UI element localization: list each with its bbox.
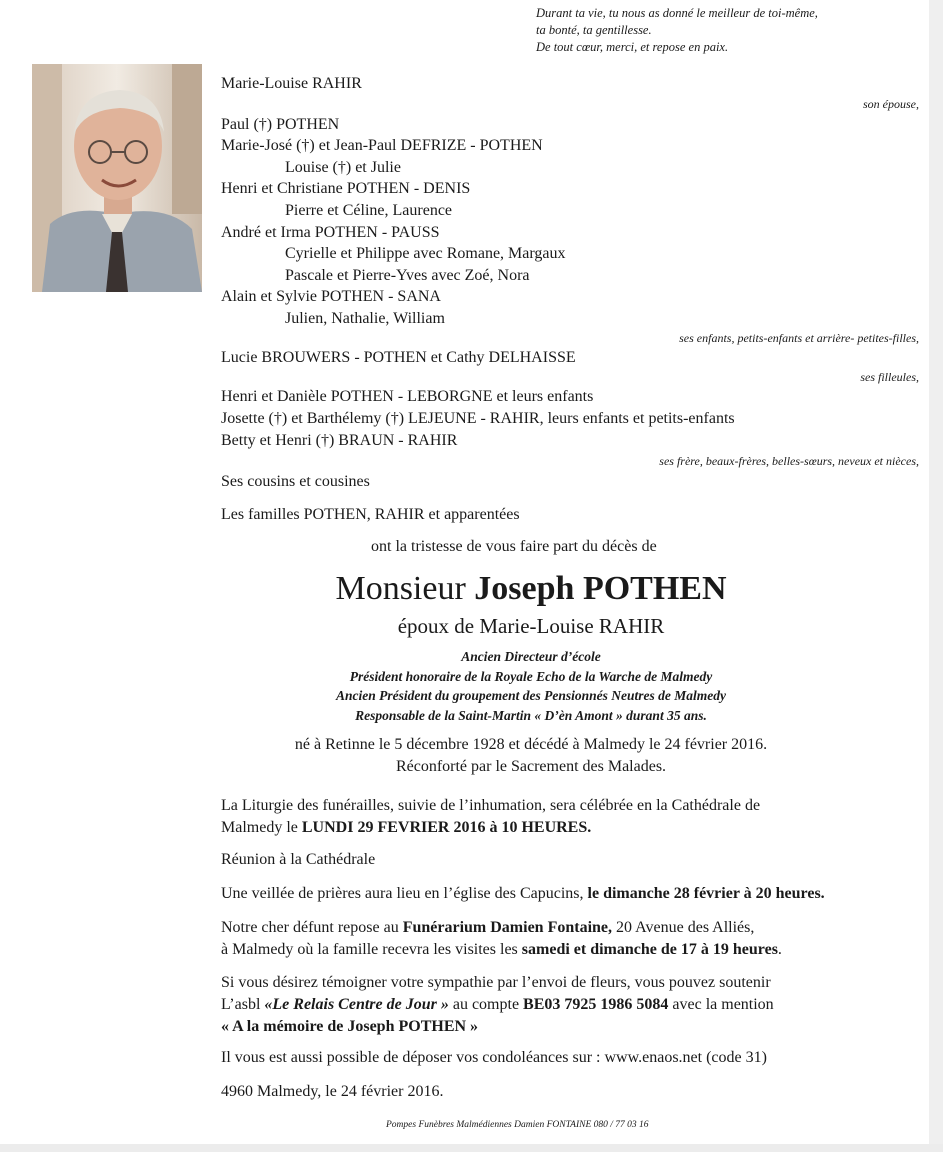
families-line: Les familles POTHEN, RAHIR et apparentées	[221, 506, 520, 523]
liturgy-text	[221, 795, 760, 839]
child-line: Paul (†) POTHEN	[221, 116, 340, 133]
birth-death-line: né à Retinne le 5 décembre 1928 et décédé à Malmedy le 24 février 2016.	[294, 736, 768, 753]
funeral-home-line	[221, 917, 782, 939]
funeral-home-intro: Notre cher défunt repose au	[221, 919, 403, 936]
cousins-line: Ses cousins et cousines	[221, 473, 370, 490]
grandchild-line: Louise (†) et Julie	[285, 159, 401, 176]
grandchild-line: Julien, Nathalie, William	[285, 310, 445, 327]
visits-intro: à Malmedy où la famille recevra les visites les	[221, 941, 522, 958]
mention-text: avec la mention	[668, 996, 774, 1013]
grandchild-line: Pierre et Céline, Laurence	[285, 202, 453, 219]
deceased-functions	[0, 647, 943, 725]
function-line: Ancien Président du groupement des Pensionnés Neutres de Malmedy	[335, 688, 726, 703]
portrait-photo	[32, 64, 202, 292]
sibling-line: Betty et Henri (†) BRAUN - RAHIR	[221, 432, 458, 449]
poem-line: De tout cœur, merci, et repose en paix.	[536, 40, 729, 54]
deceased-spouse-line: époux de Marie-Louise RAHIR	[397, 614, 665, 638]
poem-line: ta bonté, ta gentillesse.	[536, 23, 652, 37]
portrait-illustration	[32, 64, 202, 292]
bank-account: BE03 7925 1986 5084	[523, 996, 669, 1013]
bottom-edge	[0, 1144, 943, 1152]
announcement-text: ont la tristesse de vous faire part du décès de	[371, 538, 657, 555]
goddaughters-line: Lucie BROUWERS - POTHEN et Cathy DELHAISSE	[221, 349, 576, 366]
child-line: Henri et Christiane POTHEN - DENIS	[221, 180, 471, 197]
grandchild-line: Cyrielle et Philippe avec Romane, Margaux	[285, 245, 566, 262]
child-line: Alain et Sylvie POTHEN - SANA	[221, 288, 441, 305]
liturgy-date: LUNDI 29 FEVRIER 2016 à 10 HEURES.	[301, 819, 592, 836]
liturgy-line	[221, 817, 760, 839]
visits-line	[221, 939, 782, 961]
deceased-title	[0, 570, 943, 608]
funeral-home-text	[221, 917, 782, 961]
child-line: André et Irma POTHEN - PAUSS	[221, 224, 440, 241]
flowers-line	[221, 994, 774, 1016]
siblings-role: ses frère, beaux-frères, belles-sœurs, neveux et nièces,	[659, 454, 919, 468]
deceased-prefix: Monsieur	[335, 570, 466, 607]
function-line: Ancien Directeur d’école	[461, 649, 601, 664]
deceased-name: Joseph POTHEN	[474, 570, 727, 607]
condolences-line: Il vous est aussi possible de déposer vos condoléances sur : www.enaos.net (code 31)	[221, 1049, 767, 1066]
account-prefix: au compte	[448, 996, 524, 1013]
visits-times: samedi et dimanche de 17 à 19 heures	[521, 941, 778, 958]
vigil-line	[221, 883, 825, 905]
flowers-line: Si vous désirez témoigner votre sympathie par l’envoi de fleurs, vous pouvez soutenir	[221, 974, 771, 991]
asbl-prefix: L’asbl	[221, 996, 265, 1013]
spouse-name: Marie-Louise RAHIR	[221, 75, 362, 92]
sibling-line: Josette (†) et Barthélemy (†) LEJEUNE - RAHIR, leurs enfants et petits-enfants	[221, 410, 735, 427]
memorial-poem	[536, 5, 818, 56]
sacrament-line: Réconforté par le Sacrement des Malades.	[395, 758, 667, 775]
grandchild-line: Pascale et Pierre-Yves avec Zoé, Nora	[285, 267, 530, 284]
child-line: Marie-José (†) et Jean-Paul DEFRIZE - POTHEN	[221, 137, 543, 154]
place-date-line: 4960 Malmedy, le 24 février 2016.	[221, 1083, 444, 1100]
poem-line: Durant ta vie, tu nous as donné le meilleur de toi-même,	[536, 6, 818, 20]
liturgy-place: Malmedy le	[221, 819, 302, 836]
function-line: Président honoraire de la Royale Echo de la Warche de Malmedy	[349, 668, 713, 684]
spouse-role: son épouse,	[863, 97, 919, 111]
charity-name: «Le Relais Centre de Jour »	[264, 996, 449, 1013]
memorial-mention: « A la mémoire de Joseph POTHEN »	[221, 1018, 479, 1035]
funeral-home-address: 20 Avenue des Alliés,	[612, 919, 755, 936]
vigil-text: Une veillée de prières aura lieu en l’église des Capucins,	[221, 885, 588, 902]
children-role: ses enfants, petits-enfants et arrière- petites-filles,	[679, 331, 919, 345]
sibling-line: Henri et Danièle POTHEN - LEBORGNE et leurs enfants	[221, 388, 594, 405]
function-line: Responsable de la Saint-Martin « D’èn Amont » durant 35 ans.	[355, 707, 707, 723]
goddaughters-role: ses filleules,	[860, 370, 919, 384]
flowers-line	[221, 1016, 774, 1038]
vigil-date: le dimanche 28 février à 20 heures.	[587, 885, 825, 902]
liturgy-line: La Liturgie des funérailles, suivie de l’inhumation, sera célébrée en la Cathédrale de	[221, 797, 761, 814]
visits-end: .	[777, 941, 782, 958]
funeral-director-footer: Pompes Funèbres Malmédiennes Damien FONTAINE 080 / 77 03 16	[386, 1120, 649, 1130]
flowers-text	[221, 972, 774, 1038]
meeting-line: Réunion à la Cathédrale	[221, 851, 376, 868]
funeral-home-name: Funérarium Damien Fontaine,	[402, 919, 613, 936]
